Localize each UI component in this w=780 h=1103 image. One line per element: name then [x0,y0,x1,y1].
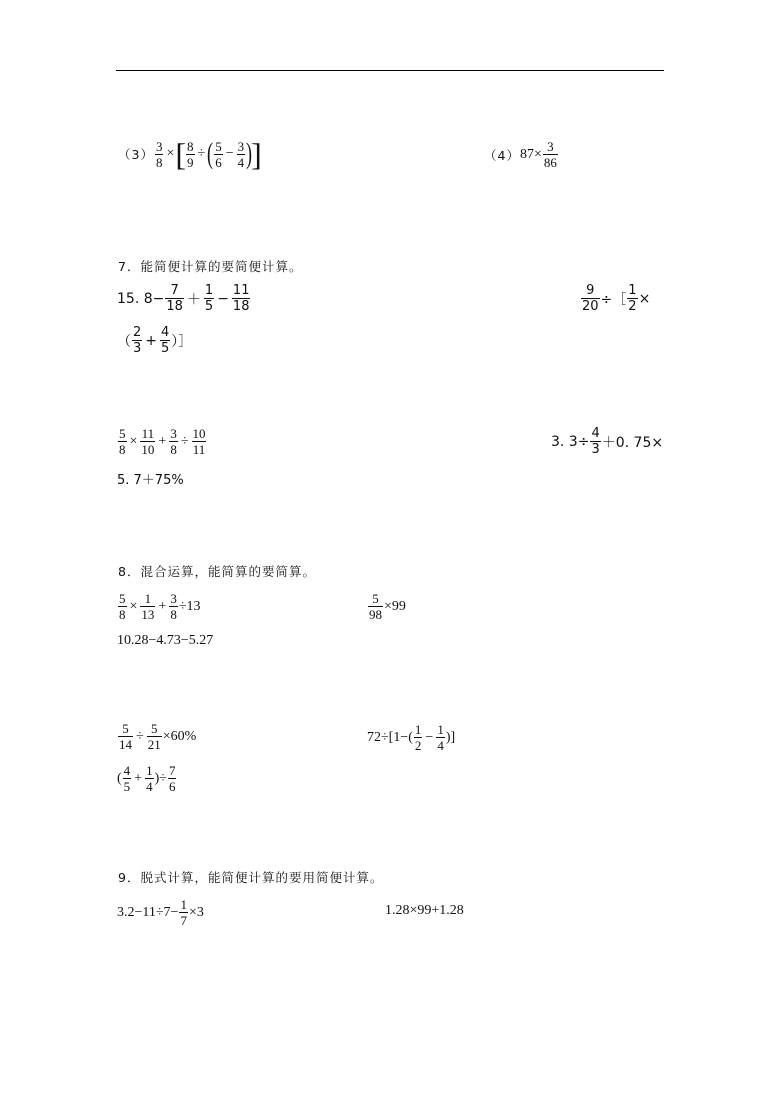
q7-expr-2: $\frac{9}{20}$ ÷［ $\frac{1}{2}$ × [582,283,651,314]
fraction: $\frac{8}{9}$ [187,138,194,170]
fraction: $\frac{5}{98}$ [369,591,382,622]
fraction: $\frac{3}{8}$ [170,426,177,457]
fraction: $\frac{3}{8}$ [155,138,163,170]
fraction: $\frac{4}{3}$ [591,426,600,457]
fraction: $\frac{3}{4}$ [237,138,245,170]
fraction: $\frac{7}{18}$ [166,283,183,314]
fraction: $\frac{1}{2}$ [628,283,637,314]
q8-expr-4: $\frac{5}{14}$ ÷ $\frac{5}{21}$ ×60% [119,721,197,752]
q9-expr-2: 1.28×99+1.28 [385,903,464,918]
q8-heading: 8．混合运算，能简算的要简算。 [118,564,316,579]
q7-expr-2-cont: （ $\frac{2}{3}$ + $\frac{4}{5}$ ）］ [117,325,193,356]
fraction: $\frac{1}{4}$ [437,722,444,753]
fraction: $\frac{11}{18}$ [232,283,250,314]
q7-expr-1: 15. 8− $\frac{7}{18}$ ＋ $\frac{1}{5}$ − $\frac{11}{18}$ [117,283,250,314]
fraction: $\frac{1}{5}$ [204,283,214,314]
fraction: $\frac{5}{21}$ [147,721,161,752]
fraction: $\frac{5}{14}$ [119,721,132,752]
fraction: $\frac{3}{86}$ [543,139,557,170]
q7-heading: 7．能简便计算的要简便计算。 [118,259,303,274]
fraction: $\frac{1}{13}$ [141,591,155,622]
fraction: $\frac{7}{6}$ [168,763,176,794]
fraction: $\frac{5}{8}$ [119,591,126,622]
fraction: $\frac{1}{2}$ [414,722,422,753]
q9-heading: 9．脱式计算，能简便计算的要用简便计算。 [118,870,384,885]
problem-3-label: （3） [118,147,154,162]
q8-expr-1: $\frac{5}{8}$ × $\frac{1}{13}$ + $\frac{3}{8}$ ÷13 [119,591,201,622]
fraction: $\frac{5}{8}$ [119,426,126,457]
q7-expr-4-cont: 5. 7＋75% [117,473,184,488]
q8-expr-2: $\frac{5}{98}$ ×99 [369,591,406,622]
fraction: $\frac{10}{11}$ [192,426,206,457]
q8-expr-3: 10.28−4.73−5.27 [117,633,214,648]
fraction: $\frac{1}{4}$ [146,763,153,794]
q8-expr-5: 72÷[1−( $\frac{1}{2}$ − $\frac{1}{4}$ )] [367,722,456,753]
fraction: $\frac{1}{7}$ [180,897,187,928]
fraction: $\frac{11}{10}$ [141,426,155,457]
fraction: $\frac{3}{8}$ [170,591,177,622]
header-rule [116,70,664,71]
q7-expr-4: 3. 3÷ $\frac{4}{3}$ ＋0. 75× [551,426,664,457]
problem-4-label: （4） [484,147,520,163]
fraction: $\frac{2}{3}$ [133,325,142,356]
fraction: $\frac{4}{5}$ [161,325,170,356]
q8-expr-6: ( $\frac{4}{5}$ + $\frac{1}{4}$ )÷ $\frac{7}{6}$ [117,763,176,794]
fraction: $\frac{9}{20}$ [582,283,599,314]
q7-expr-3: $\frac{5}{8}$ × $\frac{11}{10}$ + $\frac{3}{8}$ ÷ $\frac{10}{11}$ [119,426,206,457]
problem-4: （4） 87× $\frac{3}{86}$ [484,139,557,170]
fraction: $\frac{5}{6}$ [215,138,222,170]
q9-expr-1: 3.2−11÷7− $\frac{1}{7}$ ×3 [117,897,204,928]
fraction: $\frac{4}{5}$ [123,763,131,794]
problem-3: （3） $\frac{3}{8}$ × [ $\frac{8}{9}$ ÷ ( $\frac{5}{6}$ − $\frac{3}{4}$ ) ] [118,136,262,172]
